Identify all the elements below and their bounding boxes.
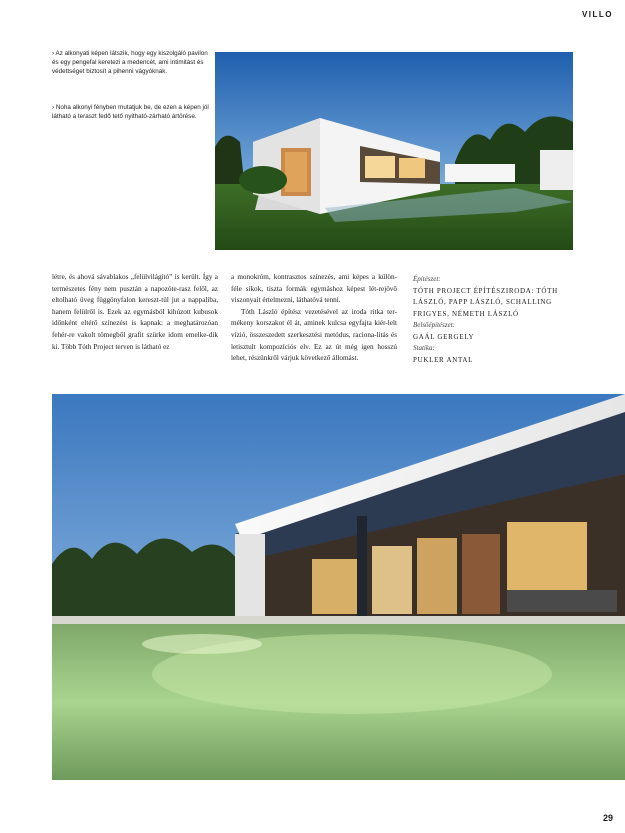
caption-2 [52, 103, 214, 121]
credit-value-structural: PUKLER ANTAL [413, 355, 474, 364]
article-column-1 [52, 272, 218, 353]
photo-house-pool [52, 394, 625, 780]
article-column-1-text: létre, és ahová sávablakos „felülvilágító” is került. Így a természetes fény nem pusztán a napozóte-rasz felől, az eltolható üveg függönyfalon kereszt-tül jut a nappaliba, hanem felülről is. Ezek az egymásból kihúzott kubusok időnként eltérő színezést is kapnak: a meghatározóan fehér-re vakolt tömegből grafit szürke idom emelke-dik ki. Több Tóth Project terven is látható ez [52, 273, 218, 351]
credit-role-interior: Belsőépítészet: [413, 321, 455, 329]
page-number: 29 [602, 813, 613, 823]
article-column-2-p1: a monokróm, kontrasztos színezés, ami képes a külön-féle síkok, tiszta formák egymáshoz képest lét-rejövő viszonyait értelmezni, láthatóvá tenni. [231, 273, 397, 305]
article-column-2-p2: Tóth László építész vezetésével az iroda ritka ter-mékeny korszakot él át, aminek kulcsa egyfajta kiér-lelt vízió, összeszedett szerkesztési metódus, raciona-litás és letisztult kompozíciós elv. Ez az út még igen hosszú lehet, részünkről várjuk következő állomást. [231, 307, 397, 363]
magazine-title: VILLO [581, 10, 613, 19]
credit-value-interior: GAÁL GERGELY [413, 332, 475, 341]
credits-block [413, 274, 583, 366]
credit-value-architecture: TÓTH PROJECT ÉPÍTÉSZIRODA: TÓTH LÁSZLÓ, PAPP LÁSZLÓ, SCHALLING FRIGYES, NÉMETH LÁSZLÓ [413, 286, 558, 318]
caption-1-text: › Az alkonyati képen látszik, hogy egy kiszolgáló pavilon és egy pengefal keretezi a medencét, ami intimitást és védettséget biztosít a pihenni vágyóknak. [52, 50, 208, 75]
photo-pavilion [215, 52, 573, 250]
photo-house-pool-illustration [52, 394, 625, 780]
photo-pavilion-illustration [215, 52, 573, 250]
article-column-2 [231, 272, 397, 365]
credit-role-architecture: Építészet: [413, 275, 441, 283]
caption-1 [52, 49, 214, 76]
caption-2-text: › Noha alkonyi fényben mutatjuk be, de ezen a képen jól látható a teraszt fedő tető nyitható-zárható ártörése. [52, 104, 209, 120]
credit-role-structural: Statika: [413, 344, 435, 352]
